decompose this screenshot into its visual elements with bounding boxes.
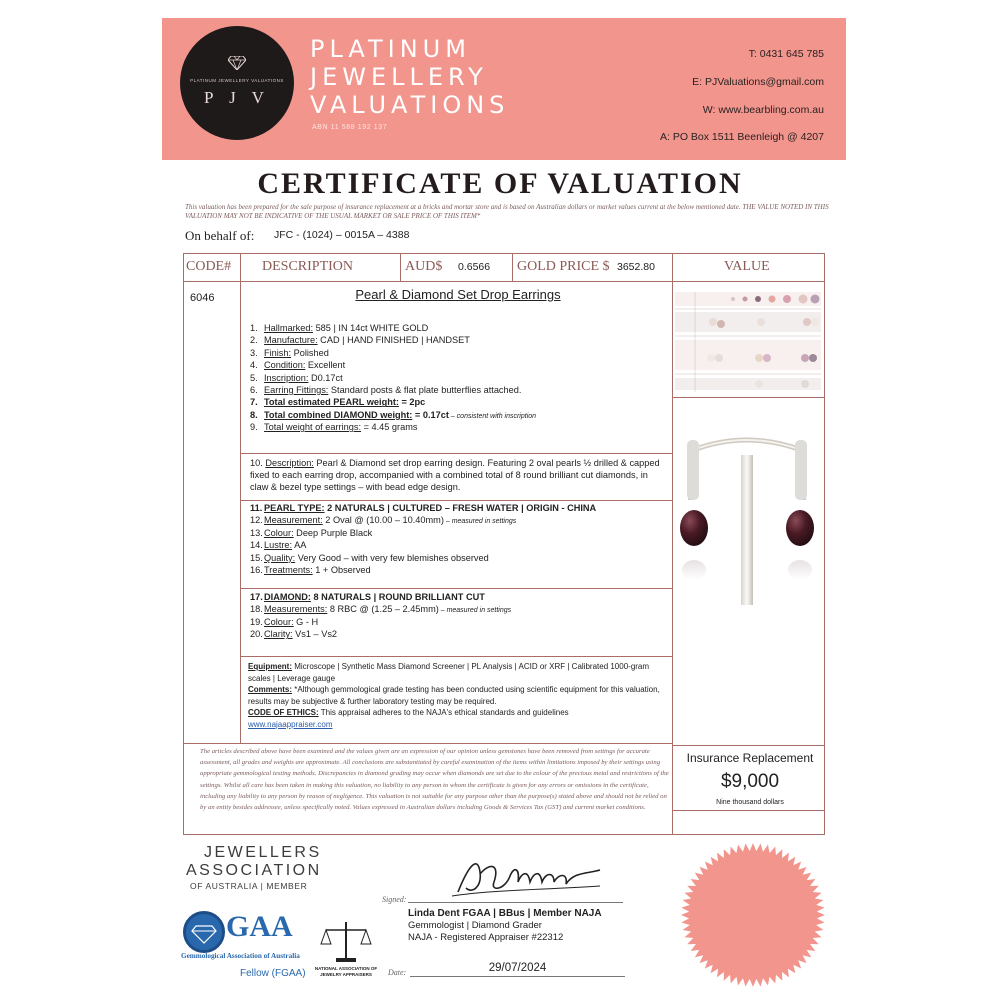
- description-header: DESCRIPTION: [262, 259, 354, 274]
- naja-link[interactable]: www.najaappraiser.com: [248, 719, 333, 729]
- list-item: 3. Finish: Polished: [250, 347, 329, 358]
- valuation-date: 29/07/2024: [488, 962, 547, 974]
- seal-shape: [681, 843, 825, 987]
- header-banner: [162, 18, 846, 160]
- list-item: 15.Quality: Very Good – with very few blemishes observed: [250, 552, 489, 563]
- logo-small-text: PLATINUM JEWELLERY VALUATIONS: [190, 78, 284, 83]
- jewellers-association-line1: JEWELLERS: [204, 844, 322, 861]
- ethics-note: CODE OF ETHICS: This appraisal adheres to the NAJA's ethical standards and guidelines: [248, 708, 569, 717]
- signed-label: Signed:: [382, 895, 407, 904]
- terms-footnote: The articles described above have been examined and the values given are an expression of our opinion unless gemstones have been removed from settings for accurate assessment, all grades and weights are approximate. All conclusions are substantiated by careful examination of the items within limitations imposed by their settings using appropriate gemmological testing methods. Discrepancies in diamond grading may occur when diamonds are set due to the colour of the precious metal and restrictions of the settings. Whilst all care has been taken in making this valuation, no liability to any person to whom the certificate is given for any errors or omissions in the certificate, including any liability to any person by reason of negligence. This valuation is not suitable for any purpose other than the purpose(s) stated above and should not be relied on by an entity besides addressee, unless specifically noted. Values expressed in Australian dollars including Goods & Services Tax (GST) and current market conditions.: [200, 748, 669, 812]
- gem-icon: [228, 56, 246, 70]
- logo-initials: P J V: [204, 88, 270, 107]
- signer-registration: NAJA - Registered Appraiser #22312: [408, 932, 564, 943]
- list-item: 1. Hallmarked: 585 | IN 14ct WHITE GOLD: [250, 323, 429, 333]
- brand-line-3: VALUATIONS: [310, 91, 510, 119]
- list-item: 4. Condition: Excellent: [250, 360, 346, 371]
- list-item: 11. PEARL TYPE: 2 NATURALS | CULTURED – FRESH WATER | ORIGIN - CHINA: [250, 503, 597, 513]
- insurance-value: $9,000: [720, 771, 780, 792]
- jewellers-association-line2: ASSOCIATION: [186, 862, 322, 879]
- list-item: 5. Inscription: D0.17ct: [250, 372, 343, 383]
- behalf-label: On behalf of:: [185, 228, 255, 243]
- contact-email[interactable]: E: PJValuations@gmail.com: [692, 76, 824, 88]
- jewellers-association-line3: OF AUSTRALIA | MEMBER: [190, 881, 308, 891]
- aud-header: AUD$: [405, 259, 443, 274]
- list-item: 7. Total estimated PEARL weight: = 2pc: [250, 397, 426, 408]
- behalf-value: JFC - (1024) – 0015A – 4388: [274, 229, 410, 241]
- code-header: CODE#: [186, 259, 232, 274]
- signer-role: Gemmologist | Diamond Grader: [408, 920, 542, 931]
- pearl-chart-image: [675, 284, 821, 394]
- list-item: 2. Manufacture: CAD | HAND FINISHED | HANDSET: [250, 335, 470, 346]
- gaa-full-name: Gemmological Association of Australia: [181, 952, 300, 960]
- aud-value: 0.6566: [458, 261, 491, 273]
- notes-section: [248, 661, 668, 730]
- list-item: 20.Clarity: Vs1 – Vs2: [250, 629, 338, 640]
- list-item: 14.Lustre: AA: [250, 540, 307, 551]
- date-label: Date:: [388, 968, 407, 977]
- seal-image: [680, 842, 826, 988]
- list-item: 13.Colour: Deep Purple Black: [250, 527, 373, 538]
- brand-line-1: PLATINUM: [310, 35, 471, 63]
- signature-line: [408, 902, 623, 903]
- insurance-value-words: Nine thousand dollars: [716, 799, 784, 806]
- list-item: 9. Total weight of earrings: = 4.45 grams: [250, 422, 418, 433]
- logo: [180, 26, 294, 140]
- equipment-note: Equipment: Microscope | Synthetic Mass Diamond Screener | PL Analysis | ACID or XRF | Calibrated 1000-gram scales | Leverage gauge: [248, 662, 650, 683]
- item-title: Pearl & Diamond Set Drop Earrings: [355, 287, 561, 302]
- list-item: 17.DIAMOND: 8 NATURALS | ROUND BRILLIANT CUT: [250, 592, 485, 602]
- insurance-label: Insurance Replacement: [686, 751, 814, 765]
- date-line: [410, 976, 625, 977]
- naja-name: NATIONAL ASSOCIATION OF JEWELRY APPRAISERS: [314, 966, 378, 977]
- naja-scales-icon: [320, 920, 372, 964]
- gaa-diamond-icon: [183, 911, 225, 953]
- signature-image: [450, 852, 610, 902]
- comments-note: Comments: *Although gemmological grade testing has been conducted using scientific equipment for this valuation, results may be subjective & further laboratory testing may be required.: [248, 685, 660, 706]
- list-item: 12.Measurement: 2 Oval @ (10.00 – 10.40mm) – measured in settings: [250, 515, 517, 526]
- certificate-title: CERTIFICATE OF VALUATION: [257, 167, 743, 200]
- contact-address: A: PO Box 1511 Beenleigh @ 4207: [660, 131, 824, 143]
- contact-website[interactable]: W: www.bearbling.com.au: [702, 104, 824, 116]
- abn-number: ABN 11 588 192 137: [312, 124, 388, 131]
- signer-name: Linda Dent FGAA | BBus | Member NAJA: [408, 908, 602, 919]
- contact-phone: T: 0431 645 785: [748, 48, 824, 60]
- item-code: 6046: [190, 292, 215, 304]
- gold-price-header: GOLD PRICE $: [517, 259, 610, 274]
- value-header: VALUE: [724, 259, 770, 274]
- brand-line-2: JEWELLERY: [310, 63, 488, 91]
- item-description: 10. Description: Pearl & Diamond set drop earring design. Featuring 2 oval pearls ½ drilled & capped fixed to each earring drop, accompanied with a combined total of 8 round brilliant cut diamonds, in claw & bezel type settings – with bead edge design.: [250, 458, 660, 492]
- gaa-logo-text: GAA: [226, 910, 293, 943]
- gaa-fellow: Fellow (FGAA): [240, 968, 306, 979]
- gold-price-value: 3652.80: [617, 261, 655, 273]
- earrings-image: [675, 400, 821, 742]
- valuation-disclaimer: This valuation has been prepared for the sale purpose of insurance replacement at a bricks and mortar store and is based on Australian dollars or market values current at the below mentioned date. THE VALUE NOTED IN THIS VALUATION MAY NOT BE INDICATIVE OF THE USUAL MARKET OR SALE PRICE OF THIS ITEM*: [185, 203, 829, 220]
- list-item: 8. Total combined DIAMOND weight: = 0.17ct – consistent with inscription: [250, 409, 537, 420]
- list-item: 16.Treatments: 1 + Observed: [250, 565, 371, 575]
- list-item: 19.Colour: G - H: [250, 616, 319, 627]
- list-item: 6. Earring Fittings: Standard posts & flat plate butterflies attached.: [250, 385, 522, 395]
- list-item: 18.Measurements: 8 RBC @ (1.25 – 2.45mm) – measured in settings: [250, 604, 512, 615]
